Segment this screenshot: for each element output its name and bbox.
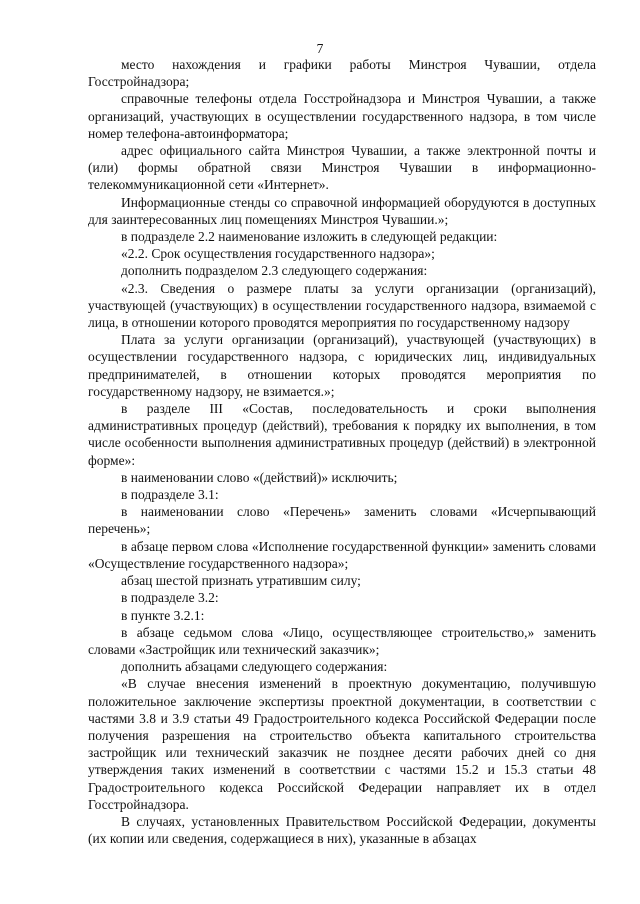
paragraph: справочные телефоны отдела Госстройнадзора и Минстроя Чувашии, а также организаций, участвующих в осуществлении государственного надзора, в том числе номер телефона-автоинформатора; <box>88 91 596 141</box>
document-body <box>88 56 596 847</box>
paragraph: «2.3. Сведения о размере платы за услуги организации (организаций), участвующей (участвующих) в осуществлении государственного надзора, взимаемой с лица, в отношении которого проводятся мероприятия по государственному надзору <box>88 280 596 331</box>
paragraph: «В случае внесения изменений в проектную документацию, получившую положительное заключение экспертизы проектной документации, в соответствии с частями 3.8 и 3.9 статьи 49 Градостроительного кодекса Российской Федерации после получения разрешения на строительство объекта капитального строительства застройщик или технический заказчик не позднее десяти рабочих дней со дня утверждения таких изменений в соответствии с частями 15.2 и 15.3 статьи 48 Градостроительного кодекса Российской Федерации направляет их в отдел Госстройнадзора. <box>88 676 596 812</box>
paragraph: Информационные стенды со справочной информацией оборудуются в доступных для заинтересованных лиц помещениях Минстроя Чувашии.»; <box>88 194 596 227</box>
paragraph: дополнить подразделом 2.3 следующего содержания: <box>121 263 428 279</box>
paragraph: место нахождения и графики работы Минстроя Чувашии, отдела Госстройнадзора; <box>88 57 596 90</box>
paragraph: в абзаце седьмом слова «Лицо, осуществляющее строительство,» заменить словами «Застройщик или технический заказчик»; <box>88 624 596 657</box>
paragraph: в подразделе 3.1: <box>121 487 219 503</box>
paragraph: в абзаце первом слова «Исполнение государственной функции» заменить словами «Осуществление государственного надзора»; <box>88 538 596 571</box>
paragraph: в наименовании слово «(действий)» исключить; <box>121 469 398 485</box>
paragraph: в пункте 3.2.1: <box>121 607 205 623</box>
paragraph: «2.2. Срок осуществления государственного надзора»; <box>121 246 435 262</box>
paragraph: В случаях, установленных Правительством Российской Федерации, документы (их копии или сведения, содержащиеся в них), указанные в абзацах <box>88 813 596 847</box>
paragraph: адрес официального сайта Минстроя Чувашии, а также электронной почты и (или) формы обратной связи Минстроя Чувашии в информационно-телекоммуникационной сети «Интернет». <box>88 143 596 193</box>
paragraph: в наименовании слово «Перечень» заменить словами «Исчерпывающий перечень»; <box>88 504 596 537</box>
page-number: 7 <box>316 41 324 56</box>
paragraph: абзац шестой признать утратившим силу; <box>121 573 361 589</box>
paragraph: в подразделе 2.2 наименование изложить в следующей редакции: <box>121 229 498 245</box>
paragraph: в подразделе 3.2: <box>121 590 219 606</box>
paragraph: дополнить абзацами следующего содержания: <box>121 659 388 675</box>
paragraph: в разделе III «Состав, последовательность и сроки выполнения административных процедур (действий), требования к порядку их выполнения, в том числе особенности выполнения административных процедур (действий) в электронной форме»: <box>88 401 596 468</box>
paragraph: Плата за услуги организации (организаций), участвующей (участвующих) в осуществлении государственного надзора, с юридических лиц, индивидуальных предпринимателей, в отношении которых проводятся мероприятия по государственному надзору, не взимается.»; <box>88 332 596 399</box>
